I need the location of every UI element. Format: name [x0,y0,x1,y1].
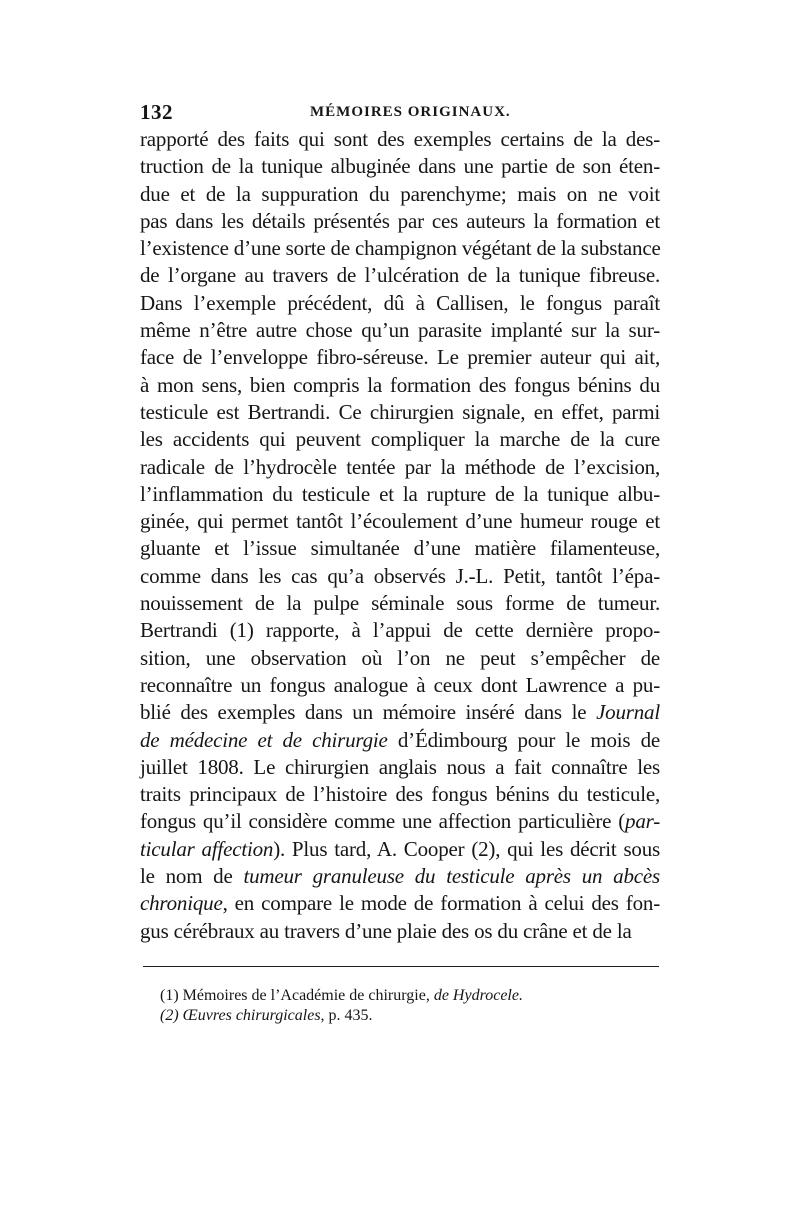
footnote-rule [143,966,659,967]
italic-phrase: chronique [140,891,223,916]
text-line: de l’organe au travers de l’ulcération de la tunique fibreuse. [140,263,660,288]
text-line: reconnaître un fongus analogue à ceux dont Lawrence a pu- [140,672,660,697]
text-line: testicule est Bertrandi. Ce chirurgien signale, en effet, parmi [140,399,660,424]
text-segment: fongus qu’il considère comme une affection particulière ( [140,809,626,834]
text-segment: ). Plus tard, A. Cooper (2), qui les décrit sous [273,836,660,861]
text-line: les accidents qui peuvent compliquer la marche de la cure [140,427,660,452]
italic-title: Journal [596,700,660,725]
text-line: ginée, qui permet tantôt l’écoulement d’une humeur rouge et [140,509,660,534]
text-line: rapporté des faits qui sont des exemples certains de la des- [140,127,660,151]
text-line: comme dans les cas qu’a observés J.-L. Petit, tantôt l’épa- [140,563,660,588]
text-line: face de l’enveloppe fibro-séreuse. Le premier auteur qui ait, [140,345,660,370]
text-line: nouissement de la pulpe séminale sous forme de tumeur. [140,591,660,616]
text-segment: , en compare le mode de formation à celui des fon- [222,891,660,916]
italic-phrase: ticular affection [140,836,274,861]
italic-phrase: par- [625,809,660,834]
text-line [140,808,660,835]
text-line [140,699,660,726]
text-line: traits principaux de l’histoire des fongus bénins du testicule, [140,782,660,807]
text-line: l’existence d’une sorte de champignon végétant de la substance [140,236,661,261]
footnote-italic: de Hydrocele. [433,987,523,1004]
page-number: 132 [140,100,173,124]
footnote-text: , p. 435. [320,1007,373,1024]
footnote-text: (1) Mémoires de l’Académie de chirurgie, [160,987,434,1004]
text-line [140,727,660,754]
footnotes [160,986,660,1026]
text-line: sition, une observation où l’on ne peut s’empêcher de [140,645,660,670]
text-line: gus cérébraux au travers d’une plaie des os du crâne et de la [140,918,632,943]
running-title: MÉMOIRES ORIGINAUX. [310,104,511,120]
text-segment: le nom de [140,864,244,889]
body-text [140,126,660,945]
text-line: Bertrandi (1) rapporte, à l’appui de cette dernière propo- [140,618,660,643]
text-line: Dans l’exemple précédent, dû à Callisen, le fongus paraît [140,290,660,315]
footnote-1 [160,986,660,1006]
text-line: radicale de l’hydrocèle tentée par la méthode de l’excision, [140,454,660,479]
footnote-italic: (2) Œuvres chirurgicales [160,1007,321,1024]
text-line [140,863,660,890]
text-line: à mon sens, bien compris la formation des fongus bénins du [140,372,660,397]
text-line: même n’être autre chose qu’un parasite implanté sur la sur- [140,318,660,343]
text-line [140,890,660,917]
text-line: gluante et l’issue simultanée d’une matière filamenteuse, [140,536,660,561]
footnote-2 [160,1006,660,1026]
text-line: pas dans les détails présentés par ces auteurs la formation et [140,208,660,233]
text-line: truction de la tunique albuginée dans une partie de son éten- [140,154,660,179]
text-line: due et de la suppuration du parenchyme; mais on ne voit [140,181,660,206]
italic-title: de médecine et de chirurgie [140,727,388,752]
text-line: juillet 1808. Le chirurgien anglais nous a fait connaître les [140,754,660,779]
text-line [140,836,660,863]
text-segment: blié des exemples dans un mémoire inséré dans le [140,700,597,725]
text-segment: d’Édimbourg pour le mois de [387,727,660,752]
page-header [140,100,660,128]
text-line: l’inflammation du testicule et la rupture de la tunique albu- [140,481,660,506]
italic-phrase: tumeur granuleuse du testicule après un abcès [243,864,660,889]
